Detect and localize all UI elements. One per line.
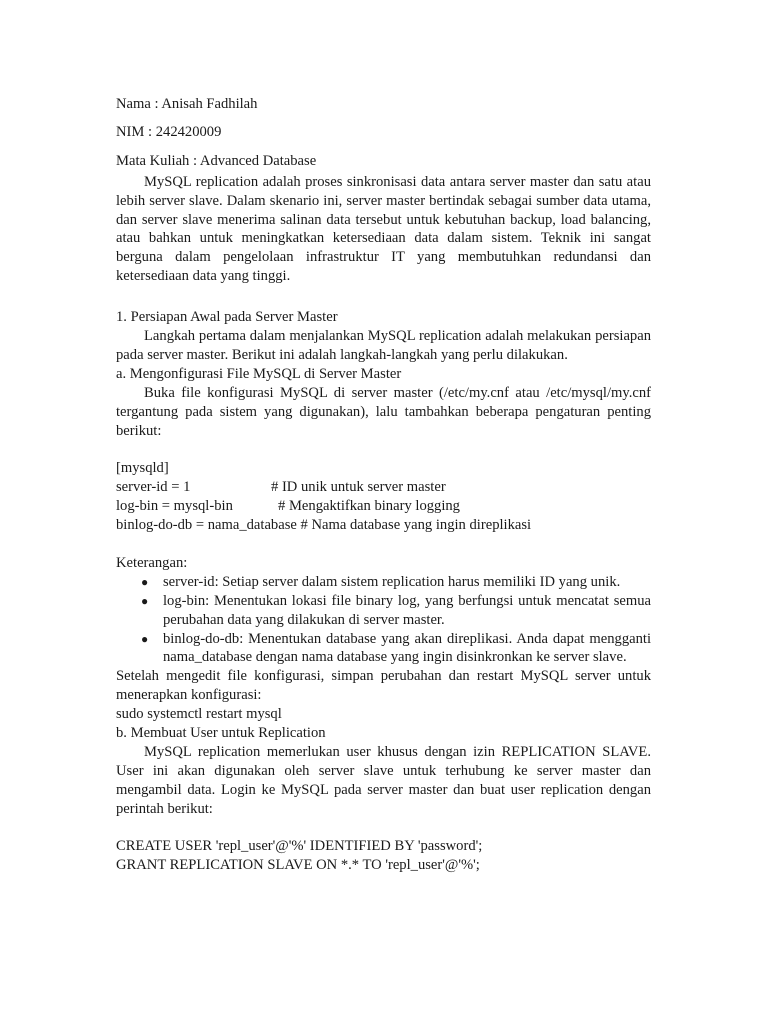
section-b-title: b. Membuat User untuk Replication: [116, 725, 326, 742]
section-1-paragraph: Langkah pertama dalam menjalankan MySQL replication adalah melakukan persiapan pada server master. Berikut ini adalah langkah-langkah yang perlu dilakukan.: [116, 328, 651, 363]
config-key: log-bin = mysql-bin: [116, 498, 233, 515]
note-text: binlog-do-db: Menentukan database yang akan direplikasi. Anda dapat mengganti nama_database dengan nama database yang ingin disinkronkan ke server slave.: [163, 630, 651, 666]
note-text: log-bin: Menentukan lokasi file binary log, yang berfungsi untuk mencatat semua perubahan data yang dilakukan di server master.: [163, 592, 651, 628]
course-name: Mata Kuliah : Advanced Database: [116, 152, 317, 169]
note-text: server-id: Setiap server dalam sistem replication harus memiliki ID yang unik.: [163, 573, 621, 590]
notes-list: [116, 573, 651, 668]
restart-command: sudo systemctl restart mysql: [116, 706, 282, 723]
config-comment: # Mengaktifkan binary logging: [278, 498, 460, 515]
sql-grant-replication: GRANT REPLICATION SLAVE ON *.* TO 'repl_user'@'%';: [116, 857, 480, 874]
spacer: [116, 286, 651, 308]
section-b-paragraph: MySQL replication memerlukan user khusus dengan izin REPLICATION SLAVE. User ini akan digunakan oleh server slave untuk terhubung ke server master dan mengambil data. Login ke MySQL pada server master dan buat user replication dengan perintah berikut:: [116, 743, 651, 817]
section-a-title: a. Mengonfigurasi File MySQL di Server Master: [116, 365, 402, 382]
bullet-icon: ●: [141, 631, 149, 646]
student-nim: NIM : 242420009: [116, 124, 222, 141]
section-1-title: 1. Persiapan Awal pada Server Master: [116, 309, 338, 326]
bullet-icon: ●: [141, 574, 149, 589]
list-item: [141, 573, 651, 592]
intro-paragraph: MySQL replication adalah proses sinkronisasi data antara server master dan satu atau lebih server slave. Dalam skenario ini, server master bertindak sebagai sumber data utama, dan server slave menerima salinan data tersebut untuk kebutuhan backup, load balancing, atau bahkan untuk meningkatkan ketersediaan data dalam sistem. Teknik ini sangat berguna dalam pengelolaan infrastruktur IT yang membutuhkan redundansi dan ketersediaan data yang tinggi.: [116, 173, 651, 285]
student-name: Nama : Anisah Fadhilah: [116, 96, 258, 112]
after-edit-paragraph: Setelah mengedit file konfigurasi, simpan perubahan dan restart MySQL server untuk menerapkan konfigurasi:: [116, 668, 651, 704]
spacer: [116, 441, 651, 460]
section-a-paragraph: Buka file konfigurasi MySQL di server master (/etc/my.cnf atau /etc/mysql/my.cnf tergantung pada sistem yang digunakan), lalu tambahkan beberapa pengaturan penting berikut:: [116, 384, 651, 439]
config-line-binlog-do-db: binlog-do-db = nama_database # Nama database yang ingin direplikasi: [116, 517, 532, 534]
list-item: [141, 592, 651, 630]
bullet-icon: ●: [141, 593, 149, 608]
spacer: [116, 535, 651, 554]
sql-create-user: CREATE USER 'repl_user'@'%' IDENTIFIED BY 'password';: [116, 838, 483, 855]
config-line-server-id: [116, 478, 651, 497]
config-key: server-id = 1: [116, 479, 191, 496]
notes-title: Keterangan:: [116, 554, 188, 571]
spacer: [116, 819, 651, 838]
config-comment: # ID unik untuk server master: [271, 479, 446, 496]
config-line-log-bin: [116, 497, 651, 516]
list-item: [141, 630, 651, 668]
document-page: [116, 95, 651, 875]
config-header: [mysqld]: [116, 460, 169, 477]
